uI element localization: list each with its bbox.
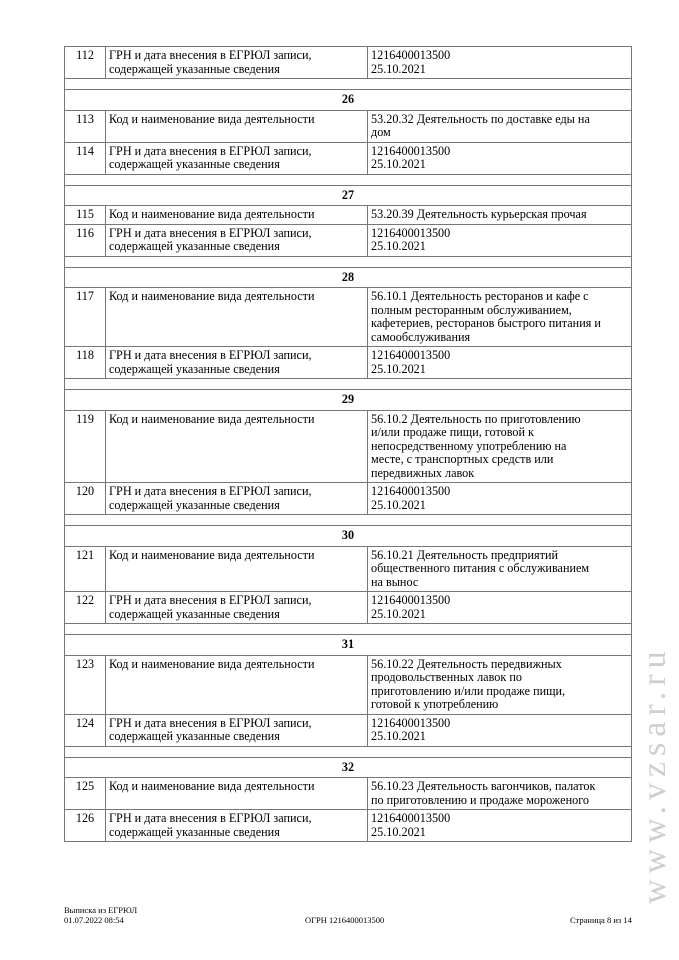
row-label: ГРН и дата внесения в ЕГРЮЛ записи, содержащей указанные сведения [106, 714, 368, 746]
table-row [65, 592, 632, 624]
section-header: 26 [65, 90, 632, 111]
row-value: 1216400013500 25.10.2021 [368, 47, 632, 79]
row-value: 1216400013500 25.10.2021 [368, 347, 632, 379]
table-row [65, 288, 632, 347]
row-number: 124 [65, 714, 106, 746]
row-number: 122 [65, 592, 106, 624]
section-header: 27 [65, 185, 632, 206]
row-value: 1216400013500 25.10.2021 [368, 224, 632, 256]
footer-doc-title: Выписка из ЕГРЮЛ [64, 905, 138, 915]
footer-timestamp: 01.07.2022 08:54 [64, 915, 124, 925]
section-header: 29 [65, 390, 632, 411]
egrul-extract-table [64, 46, 632, 842]
row-number: 121 [65, 546, 106, 592]
row-label: ГРН и дата внесения в ЕГРЮЛ записи, содержащей указанные сведения [106, 810, 368, 842]
spacer-row [65, 256, 632, 267]
row-value: 56.10.2 Деятельность по приготовлению и/или продаже пищи, готовой к непосредственному употреблению на месте, с транспортных средств или передвижных лавок [368, 410, 632, 483]
row-value: 1216400013500 25.10.2021 [368, 483, 632, 515]
row-label: Код и наименование вида деятельности [106, 206, 368, 225]
row-value: 56.10.22 Деятельность передвижных продовольственных лавок по приготовлению и/или продаже пищи, готовой к употреблению [368, 655, 632, 714]
row-label: ГРН и дата внесения в ЕГРЮЛ записи, содержащей указанные сведения [106, 224, 368, 256]
row-label: ГРН и дата внесения в ЕГРЮЛ записи, содержащей указанные сведения [106, 347, 368, 379]
table-row [65, 110, 632, 142]
row-number: 115 [65, 206, 106, 225]
row-number: 114 [65, 142, 106, 174]
row-number: 119 [65, 410, 106, 483]
table-row [65, 546, 632, 592]
row-number: 118 [65, 347, 106, 379]
row-value: 56.10.23 Деятельность вагончиков, палаток по приготовлению и продаже мороженого [368, 778, 632, 810]
row-value: 53.20.32 Деятельность по доставке еды на дом [368, 110, 632, 142]
row-label: Код и наименование вида деятельности [106, 110, 368, 142]
section-header: 31 [65, 635, 632, 656]
row-value: 53.20.39 Деятельность курьерская прочая [368, 206, 632, 225]
spacer-row [65, 174, 632, 185]
row-label: Код и наименование вида деятельности [106, 288, 368, 347]
footer-page-number: Страница 8 из 14 [570, 915, 632, 925]
row-number: 117 [65, 288, 106, 347]
spacer-row [65, 746, 632, 757]
row-number: 113 [65, 110, 106, 142]
row-label: Код и наименование вида деятельности [106, 778, 368, 810]
row-value: 1216400013500 25.10.2021 [368, 810, 632, 842]
table-row [65, 224, 632, 256]
table-row [65, 47, 632, 79]
row-label: ГРН и дата внесения в ЕГРЮЛ записи, содержащей указанные сведения [106, 483, 368, 515]
table-row [65, 714, 632, 746]
row-number: 126 [65, 810, 106, 842]
row-label: Код и наименование вида деятельности [106, 410, 368, 483]
table-row [65, 810, 632, 842]
row-label: ГРН и дата внесения в ЕГРЮЛ записи, содержащей указанные сведения [106, 47, 368, 79]
row-label: Код и наименование вида деятельности [106, 655, 368, 714]
spacer-row [65, 624, 632, 635]
section-header: 30 [65, 526, 632, 547]
row-value: 56.10.21 Деятельность предприятий общественного питания с обслуживанием на вынос [368, 546, 632, 592]
spacer-row [65, 79, 632, 90]
footer-ogrn: ОГРН 1216400013500 [305, 915, 385, 925]
site-watermark: www.vzsar.ru [636, 645, 673, 905]
table-row [65, 142, 632, 174]
table-row [65, 655, 632, 714]
row-label: ГРН и дата внесения в ЕГРЮЛ записи, содержащей указанные сведения [106, 142, 368, 174]
row-number: 116 [65, 224, 106, 256]
table-row [65, 410, 632, 483]
row-value: 1216400013500 25.10.2021 [368, 592, 632, 624]
row-value: 1216400013500 25.10.2021 [368, 142, 632, 174]
section-header: 32 [65, 757, 632, 778]
row-number: 123 [65, 655, 106, 714]
row-number: 112 [65, 47, 106, 79]
table-row [65, 778, 632, 810]
section-header: 28 [65, 267, 632, 288]
table-row [65, 206, 632, 225]
table-row [65, 347, 632, 379]
row-value: 56.10.1 Деятельность ресторанов и кафе с полным ресторанным обслуживанием, кафетериев, ресторанов быстрого питания и самообслуживания [368, 288, 632, 347]
row-label: ГРН и дата внесения в ЕГРЮЛ записи, содержащей указанные сведения [106, 592, 368, 624]
footer-document-info [64, 905, 137, 925]
spacer-row [65, 515, 632, 526]
row-number: 120 [65, 483, 106, 515]
spacer-row [65, 379, 632, 390]
row-value: 1216400013500 25.10.2021 [368, 714, 632, 746]
row-label: Код и наименование вида деятельности [106, 546, 368, 592]
table-row [65, 483, 632, 515]
row-number: 125 [65, 778, 106, 810]
